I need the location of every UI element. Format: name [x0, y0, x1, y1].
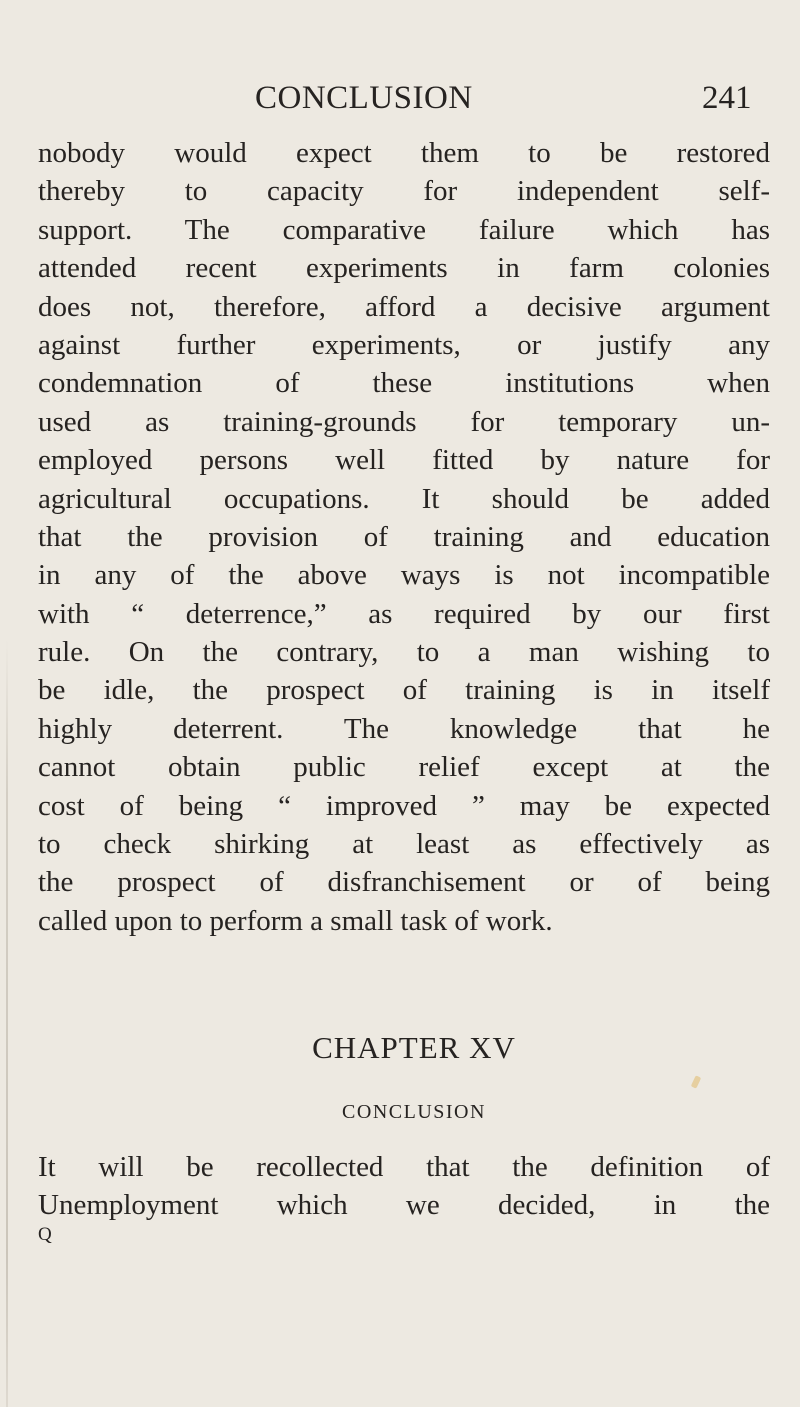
page-number: 241: [702, 80, 752, 116]
text-line: rule. On the contrary, to a man wishing to: [38, 636, 770, 669]
text-line: with “ deterrence,” as required by our first: [38, 597, 770, 630]
text-line: does not, therefore, afford a decisive argument: [38, 290, 770, 323]
text-line: It will be recollected that the definition of: [38, 1151, 770, 1183]
text-line: that the provision of training and education: [38, 520, 770, 553]
text-line: agricultural occupations. It should be added: [38, 482, 770, 515]
text-line: the prospect of disfranchisement or of being: [38, 866, 770, 899]
text-line: attended recent experiments in farm colonies: [38, 252, 770, 285]
paper-speck: [691, 1075, 702, 1088]
chapter-subheading: CONCLUSION: [342, 1101, 486, 1123]
text-line: cannot obtain public relief except at the: [38, 751, 770, 784]
text-line: employed persons well fitted by nature for: [38, 444, 770, 477]
text-line: nobody would expect them to be restored: [38, 137, 770, 169]
chapter-opening-paragraph: [38, 1148, 770, 1225]
text-line: highly deterrent. The knowledge that he: [38, 712, 770, 745]
page-gutter-shadow: [6, 640, 8, 1407]
text-line: in any of the above ways is not incompatible: [38, 559, 770, 592]
text-line: be idle, the prospect of training is in itself: [38, 674, 770, 707]
text-line: thereby to capacity for independent self-: [38, 175, 770, 208]
body-paragraph: [38, 134, 770, 940]
text-line: used as training-grounds for temporary un-: [38, 405, 770, 438]
text-line: against further experiments, or justify any: [38, 328, 770, 361]
text-line: Unemployment which we decided, in the: [38, 1189, 770, 1222]
signature-mark: Q: [38, 1224, 52, 1245]
text-line: support. The comparative failure which has: [38, 213, 770, 246]
chapter-heading: CHAPTER XV: [312, 1030, 516, 1065]
text-line: to check shirking at least as effectively as: [38, 828, 770, 861]
text-line: cost of being “ improved ” may be expected: [38, 789, 770, 822]
running-title: CONCLUSION: [255, 80, 473, 116]
running-head: [0, 78, 800, 118]
text-line: called upon to perform a small task of work.: [38, 904, 553, 937]
text-line: condemnation of these institutions when: [38, 367, 770, 400]
